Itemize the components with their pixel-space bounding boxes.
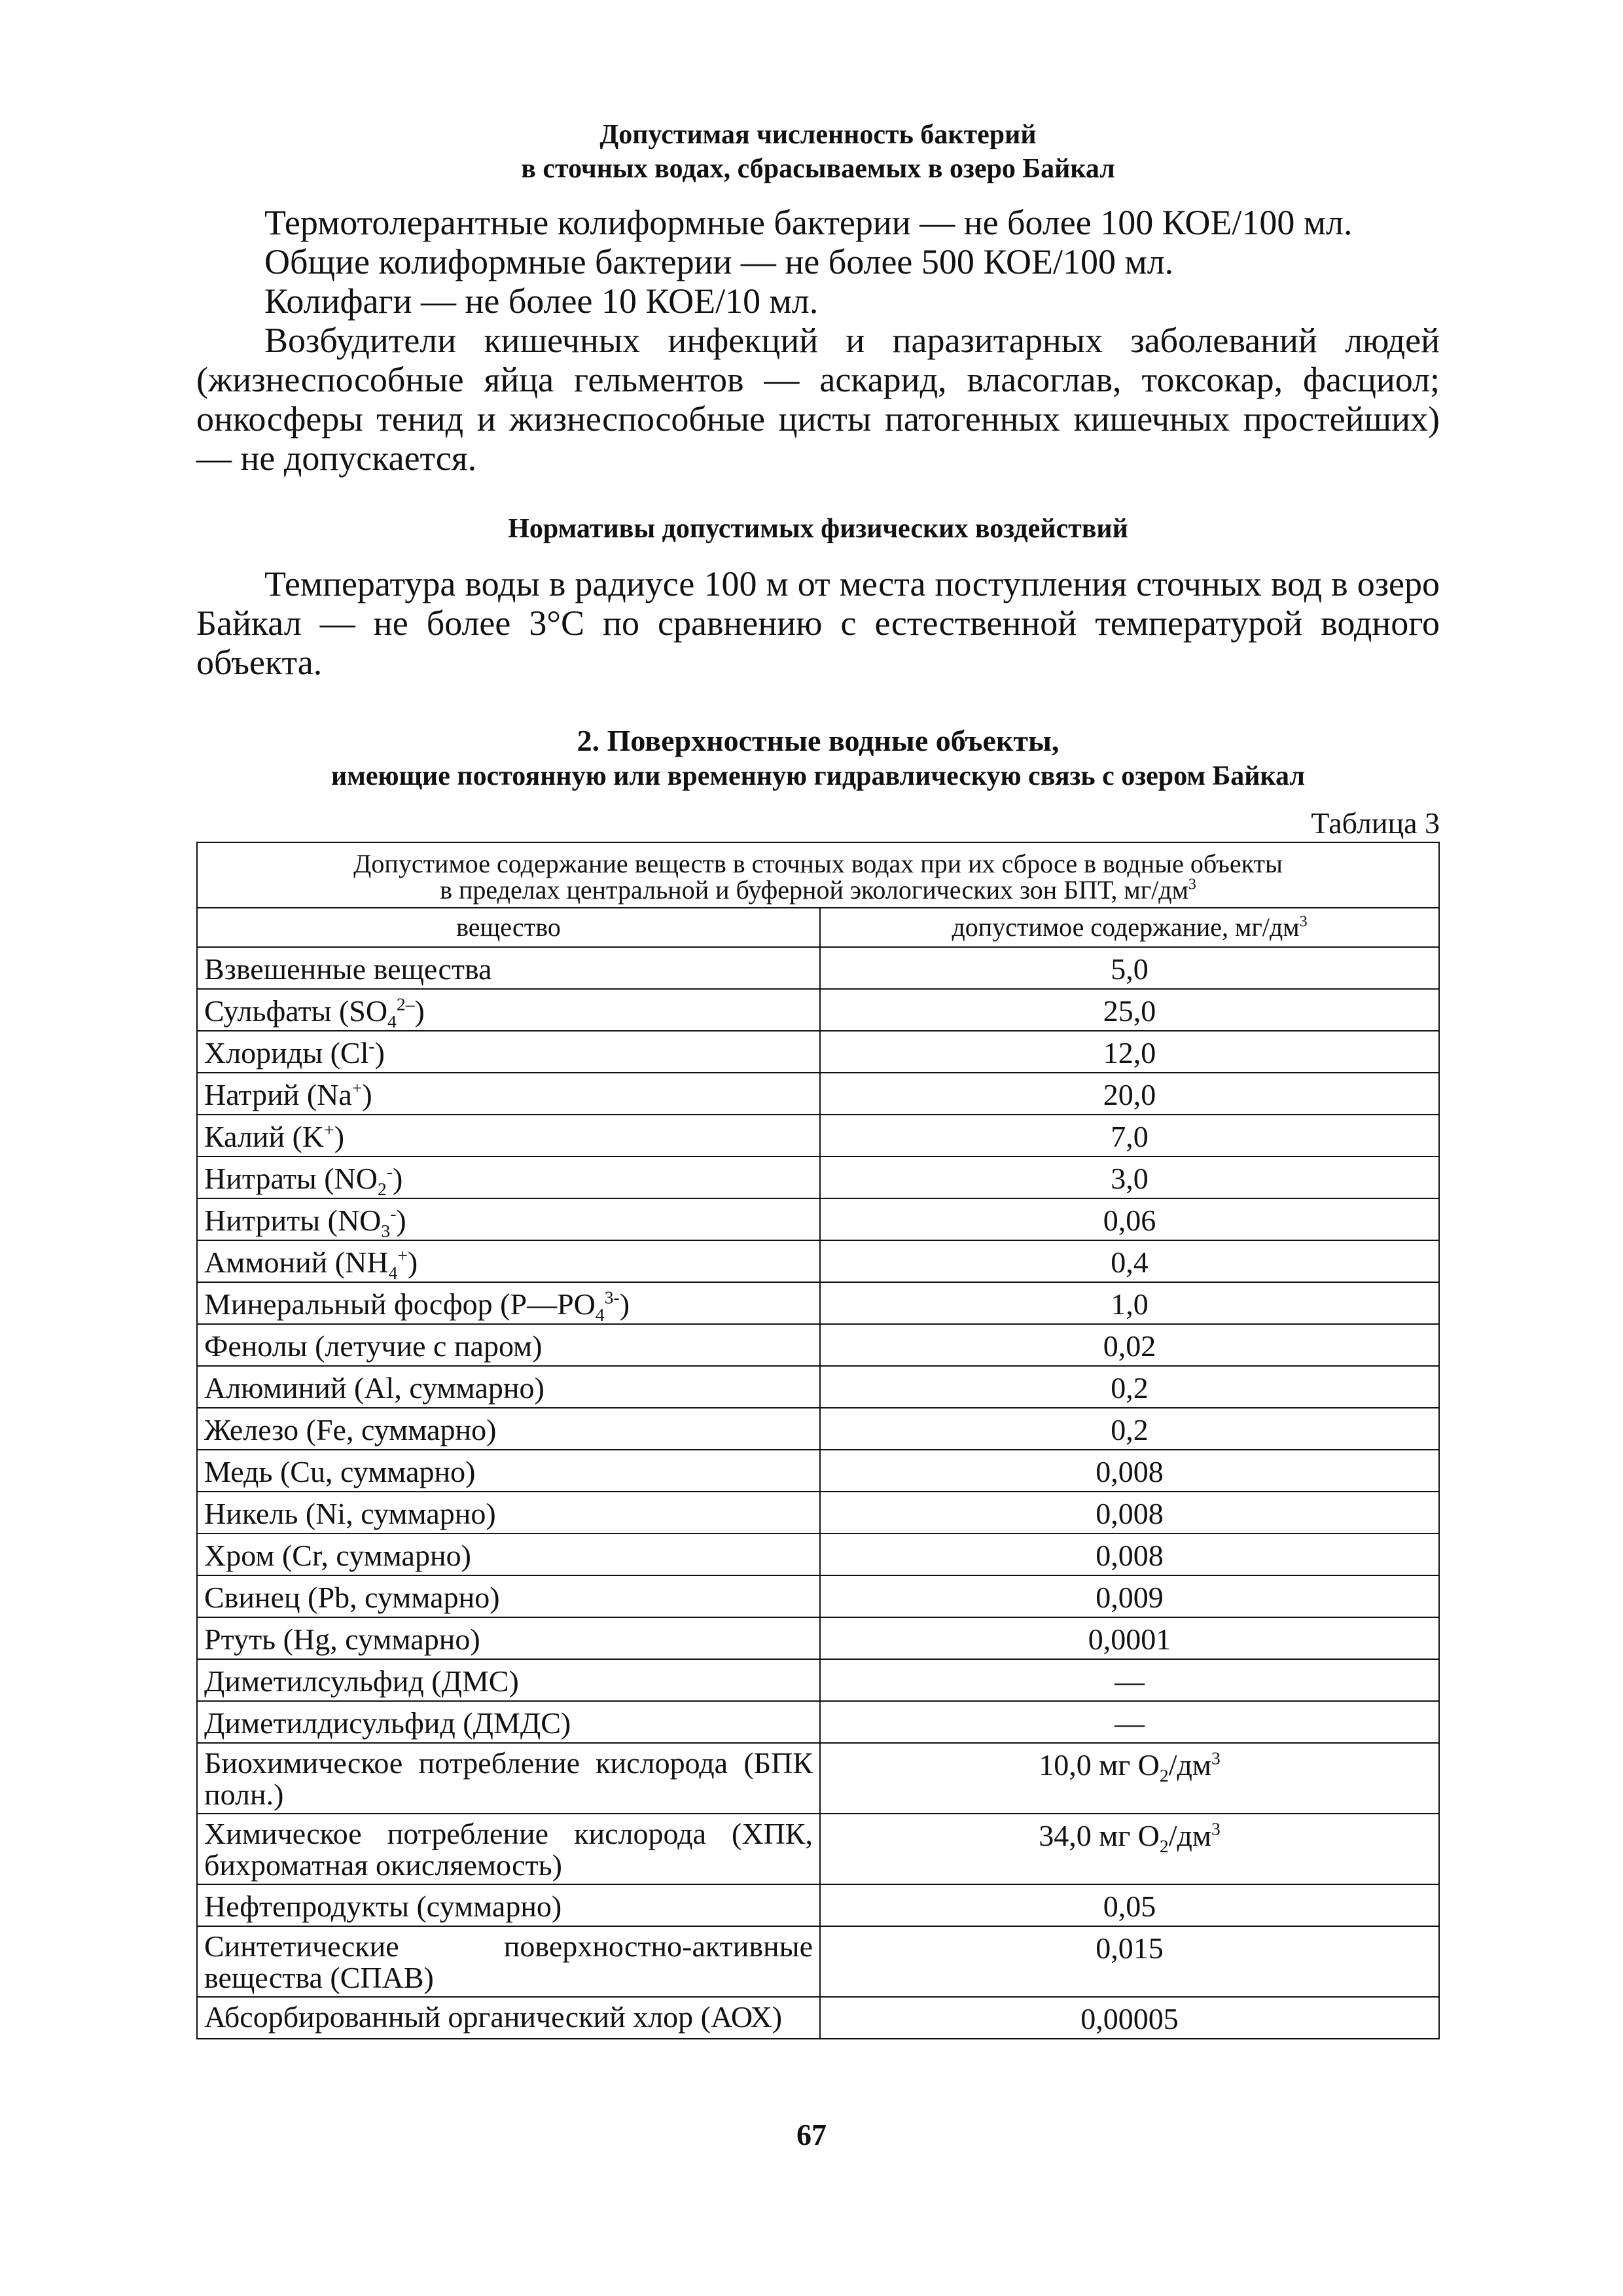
substance-cell xyxy=(197,1324,820,1366)
content-value-cell xyxy=(820,947,1439,989)
content-value: 12,0 xyxy=(1103,1036,1156,1069)
substance-cell xyxy=(197,1366,820,1408)
table-row xyxy=(197,1031,1439,1073)
content-value-cell xyxy=(820,1534,1439,1575)
column-header-content-text: допустимое содержание, мг/дм xyxy=(952,912,1300,942)
content-value: 0,008 xyxy=(1096,1539,1164,1572)
bacteria-line-3: Колифаги — не более 10 КОЕ/10 мл. xyxy=(264,281,819,321)
substance-cell xyxy=(197,1884,820,1926)
bacteria-heading-line2: в сточных водах, сбрасываемых в озеро Байкал xyxy=(521,154,1115,184)
substance-cell xyxy=(197,1701,820,1743)
formula-tail: ) xyxy=(334,1120,345,1153)
substance-cell xyxy=(197,1659,820,1701)
content-value: 0,4 xyxy=(1111,1246,1149,1279)
substance-name: Диметилдисульфид (ДМДС) xyxy=(204,1706,571,1740)
table-row xyxy=(197,1659,1439,1701)
content-value-cell xyxy=(820,1324,1439,1366)
table-row xyxy=(197,1450,1439,1492)
formula-superscript: - xyxy=(386,1161,393,1182)
substance-cell xyxy=(197,989,820,1031)
table-row xyxy=(197,1115,1439,1157)
section-2-heading-line1: 2. Поверхностные водные объекты, xyxy=(577,724,1060,757)
bacteria-line-1: Термотолерантные колиформные бактерии — не более 100 КОЕ/100 мл. xyxy=(264,203,1353,242)
formula-superscript: + xyxy=(351,1077,363,1098)
formula-subscript: 4 xyxy=(595,1304,605,1325)
formula-tail: ) xyxy=(396,1204,406,1237)
formula-tail: ) xyxy=(374,1036,385,1069)
substance-cell xyxy=(197,1926,820,1997)
substance-name: Синтетические поверхностно-активные вещества (СПАВ) xyxy=(204,1929,813,1994)
substance-name: Фенолы (летучие с паром) xyxy=(204,1329,543,1363)
content-value: 0,009 xyxy=(1096,1581,1164,1614)
formula-superscript: - xyxy=(368,1035,375,1056)
substance-name: Калий (K xyxy=(204,1120,325,1153)
formula-tail: ) xyxy=(407,1246,418,1279)
substance-name: Аммоний (NH xyxy=(204,1246,389,1279)
content-value-cell xyxy=(820,1743,1439,1814)
substance-cell xyxy=(197,1814,820,1884)
formula-superscript: - xyxy=(390,1203,397,1224)
substance-cell xyxy=(197,947,820,989)
table-row xyxy=(197,1366,1439,1408)
formula-superscript: 2– xyxy=(396,994,415,1014)
column-header-substance: вещество xyxy=(197,908,820,947)
table-row xyxy=(197,989,1439,1031)
substance-cell xyxy=(197,1617,820,1659)
bacteria-heading-line1: Допустимая численность бактерий xyxy=(599,120,1037,150)
section-2-heading-line2: имеющие постоянную или временную гидравлическую связь с озером Байкал xyxy=(331,761,1305,791)
table-row xyxy=(197,1073,1439,1115)
caption-line2: в пределах центральной и буферной экологических зон БПТ, мг/дм xyxy=(440,875,1188,905)
substance-name: Абсорбированный органический хлор (АОХ) xyxy=(204,2000,783,2034)
substance-name: Нитриты (NO xyxy=(204,1204,382,1237)
content-value-cell xyxy=(820,1492,1439,1534)
table-row xyxy=(197,1198,1439,1240)
substance-cell xyxy=(197,1282,820,1324)
formula-subscript: 2 xyxy=(378,1179,387,1200)
page-content xyxy=(196,118,1440,2039)
content-value: — xyxy=(1115,1664,1145,1698)
substance-name: Ртуть (Hg, суммарно) xyxy=(204,1623,480,1656)
bacteria-line-2: Общие колиформные бактерии — не более 500 КОЕ/100 мл. xyxy=(264,242,1174,281)
substance-cell xyxy=(197,1031,820,1073)
content-value: 0,2 xyxy=(1111,1413,1149,1446)
formula-superscript: 3- xyxy=(604,1287,620,1308)
value-unit: /дм xyxy=(1168,1819,1211,1852)
content-value: 0,008 xyxy=(1096,1497,1164,1530)
column-header-content-sup: 3 xyxy=(1299,913,1308,931)
table-row xyxy=(197,1743,1439,1814)
value-superscript: 3 xyxy=(1211,1748,1221,1768)
table-row xyxy=(197,1492,1439,1534)
table-caption xyxy=(197,842,1439,908)
table-row xyxy=(197,1324,1439,1366)
value-subscript: 2 xyxy=(1159,1836,1169,1857)
content-value-cell xyxy=(820,989,1439,1031)
content-value: — xyxy=(1115,1706,1145,1740)
formula-superscript: + xyxy=(397,1245,408,1266)
content-value: 3,0 xyxy=(1111,1162,1149,1195)
section-2-heading xyxy=(196,723,1440,793)
substance-cell xyxy=(197,1198,820,1240)
substance-name: Хлориды (Cl xyxy=(204,1036,369,1069)
physical-impact-heading: Нормативы допустимых физических воздействий xyxy=(508,514,1128,544)
value-subscript: 2 xyxy=(1159,1765,1169,1786)
substance-name: Минеральный фосфор (P—PO xyxy=(204,1287,596,1321)
substance-name: Биохимическое потребление кислорода (БПК полн.) xyxy=(204,1746,813,1811)
value-superscript: 3 xyxy=(1211,1818,1221,1839)
table-row xyxy=(197,947,1439,989)
content-value: 7,0 xyxy=(1111,1120,1149,1153)
content-value: 0,0001 xyxy=(1088,1623,1171,1656)
content-value-cell xyxy=(820,1408,1439,1450)
substance-cell xyxy=(197,1492,820,1534)
table-row xyxy=(197,1701,1439,1743)
caption-sup: 3 xyxy=(1188,876,1196,893)
substance-name: Железо (Fe, суммарно) xyxy=(204,1413,497,1446)
formula-subscript: 3 xyxy=(381,1221,391,1242)
substance-name: Взвешенные вещества xyxy=(204,952,492,986)
content-value-cell xyxy=(820,1240,1439,1282)
formula-subscript: 4 xyxy=(387,1011,397,1032)
content-value-cell xyxy=(820,1997,1439,2039)
formula-subscript: 4 xyxy=(388,1263,398,1283)
substance-name: Химическое потребление кислорода (ХПК, бихроматная окисляемость) xyxy=(204,1817,813,1882)
substance-cell xyxy=(197,1743,820,1814)
content-value: 10,0 мг O xyxy=(1039,1748,1160,1782)
bacteria-heading xyxy=(196,118,1440,186)
content-value-cell xyxy=(820,1031,1439,1073)
content-value-cell xyxy=(820,1282,1439,1324)
content-value-cell xyxy=(820,1366,1439,1408)
table-row xyxy=(197,1884,1439,1926)
content-value-cell xyxy=(820,1659,1439,1701)
substance-name: Алюминий (Al, суммарно) xyxy=(204,1371,544,1405)
content-value-cell xyxy=(820,1115,1439,1157)
content-value: 0,02 xyxy=(1103,1329,1156,1363)
substance-cell xyxy=(197,1240,820,1282)
content-value: 5,0 xyxy=(1111,952,1149,986)
table-row xyxy=(197,1997,1439,2039)
substance-cell xyxy=(197,1534,820,1575)
content-value-cell xyxy=(820,1157,1439,1198)
content-value: 1,0 xyxy=(1111,1287,1149,1321)
substance-name: Свинец (Pb, суммарно) xyxy=(204,1581,500,1614)
substance-name: Хром (Cr, суммарно) xyxy=(204,1539,471,1572)
content-value: 20,0 xyxy=(1103,1078,1156,1111)
table-row xyxy=(197,1534,1439,1575)
formula-tail: ) xyxy=(619,1287,630,1321)
table-row xyxy=(197,1575,1439,1617)
content-value: 0,2 xyxy=(1111,1371,1149,1405)
substance-name: Нитраты (NO xyxy=(204,1162,378,1195)
column-header-content xyxy=(820,908,1439,947)
substance-name: Натрий (Na xyxy=(204,1078,352,1111)
caption-line1: Допустимое содержание веществ в сточных водах при их сбросе в водные объекты xyxy=(353,849,1283,878)
substance-name: Сульфаты (SO xyxy=(204,994,388,1028)
content-value: 25,0 xyxy=(1103,994,1156,1028)
formula-tail: ) xyxy=(414,994,425,1028)
page-number: 67 xyxy=(796,2118,827,2151)
table-row xyxy=(197,1240,1439,1282)
substance-cell xyxy=(197,1157,820,1198)
substance-cell xyxy=(197,1115,820,1157)
pathogens-paragraph: Возбудители кишечных инфекций и паразитарных заболеваний людей (жизнеспособные яйца гельментов — аскарид, власоглав, токсокар, фасциол; онкосферы тенид и жизнеспособные цисты патогенных кишечных простейших) — не допускается. xyxy=(196,321,1440,478)
formula-tail: ) xyxy=(362,1078,372,1111)
substances-table xyxy=(196,842,1440,2039)
substance-name: Никель (Ni, суммарно) xyxy=(204,1497,496,1530)
content-value-cell xyxy=(820,1450,1439,1492)
table-row xyxy=(197,1157,1439,1198)
formula-tail: ) xyxy=(393,1162,403,1195)
content-value-cell xyxy=(820,1814,1439,1884)
table-row xyxy=(197,1617,1439,1659)
content-value-cell xyxy=(820,1884,1439,1926)
content-value-cell xyxy=(820,1617,1439,1659)
substance-name: Нефтепродукты (суммарно) xyxy=(204,1890,562,1923)
substance-cell xyxy=(197,1575,820,1617)
content-value: 34,0 мг O xyxy=(1039,1819,1160,1852)
content-value: 0,008 xyxy=(1096,1455,1164,1488)
formula-superscript: + xyxy=(324,1119,334,1140)
substance-cell xyxy=(197,1450,820,1492)
content-value-cell xyxy=(820,1926,1439,1997)
content-value: 0,06 xyxy=(1103,1204,1156,1237)
value-unit: /дм xyxy=(1168,1748,1211,1782)
table-row xyxy=(197,1926,1439,1997)
temperature-paragraph: Температура воды в радиусе 100 м от места поступления сточных вод в озеро Байкал — не более 3°С по сравнению с естественной температурой водного объекта. xyxy=(196,564,1440,682)
substance-cell xyxy=(197,1408,820,1450)
substance-cell xyxy=(197,1997,820,2039)
substance-name: Диметилсульфид (ДМС) xyxy=(204,1664,519,1698)
content-value-cell xyxy=(820,1073,1439,1115)
table-label: Таблица 3 xyxy=(1311,806,1440,840)
content-value: 0,015 xyxy=(1096,1931,1164,1965)
content-value-cell xyxy=(820,1198,1439,1240)
substance-cell xyxy=(197,1073,820,1115)
table-row xyxy=(197,1814,1439,1884)
table-row xyxy=(197,1408,1439,1450)
content-value: 0,00005 xyxy=(1080,2002,1179,2036)
table-row xyxy=(197,1282,1439,1324)
content-value: 0,05 xyxy=(1103,1890,1156,1923)
substance-name: Медь (Cu, суммарно) xyxy=(204,1455,476,1488)
content-value-cell xyxy=(820,1701,1439,1743)
content-value-cell xyxy=(820,1575,1439,1617)
